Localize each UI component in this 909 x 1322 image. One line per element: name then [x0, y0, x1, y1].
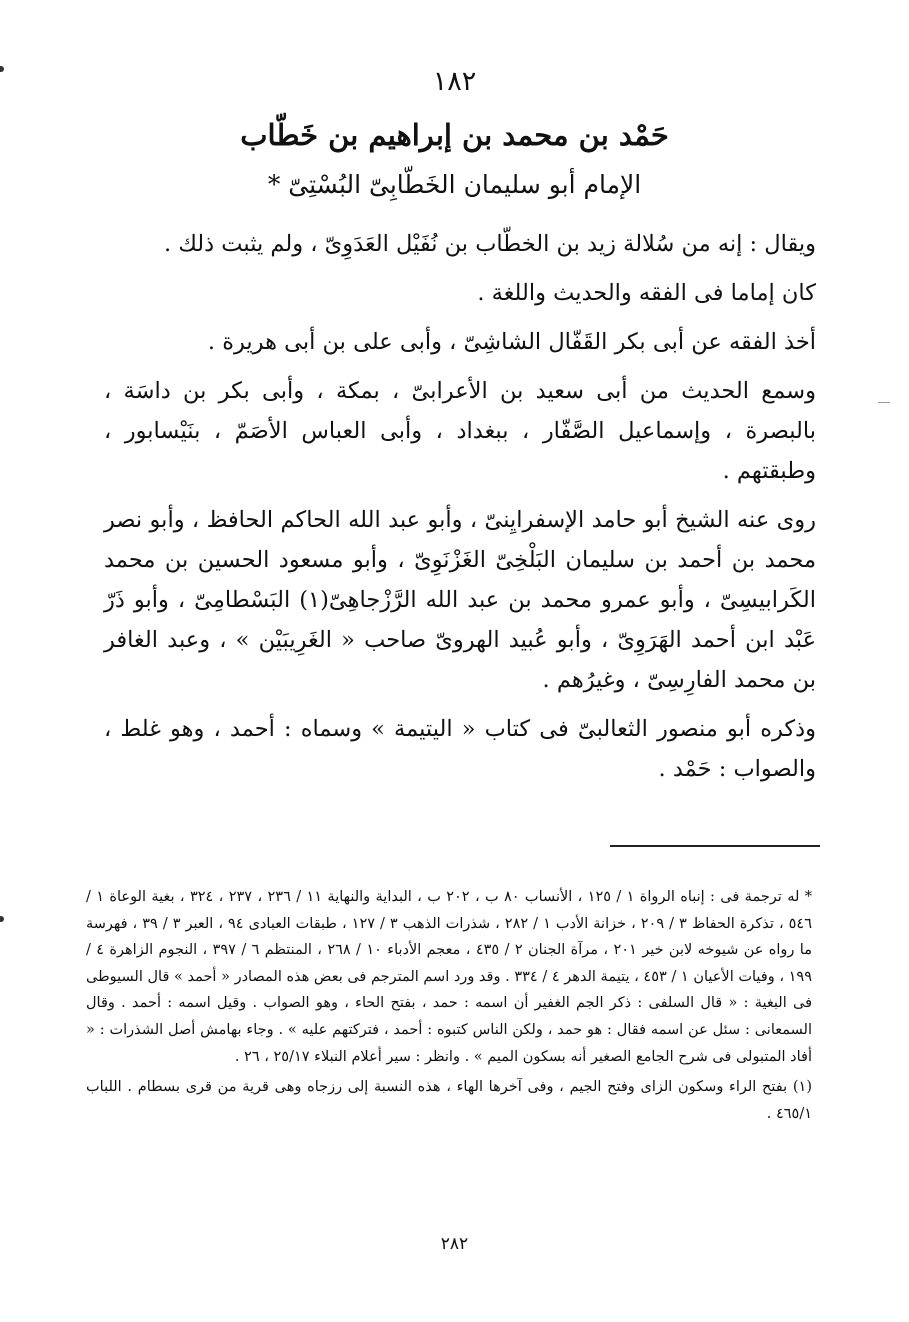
paragraph-teachers-fiqh: أخذ الفقه عن أبى بكر القَفّال الشاشِىّ ، وأبى على بن أبى هريرة . — [207, 329, 816, 355]
footnote-sources: * له ترجمة فى : إنباه الرواة ١ / ١٢٥ ، الأنساب ٨٠ ب ، ٢٠٢ ب ، البداية والنهاية ١١ / ٢٣٦ ، ٢٣٧ ، ٣٢٤ ، بغية الوعاة ١ / ٥٤٦ ، تذكرة الحفاظ ٣ / ٢٠٩ ، خزانة الأدب ١ / ٢٨٢ ، شذرات الذهب ٣ / ١٢٧ ، طبقات العبادى ٩٤ ، العبر ٣ / ٣٩ ، فهرسة ما رواه عن شيوخه لابن خير ٢٠١ ، مرآة الجنان ٢ / ٤٣٥ ، معجم الأدباء ١٠ / ٢٦٨ ، المنتظم ٦ / ٣٩٧ ، النجوم الزاهرة ٤ / ١٩٩ ، وفيات الأعيان ١ / ٤٥٣ ، يتيمة الدهر ٤ / ٣٣٤ . وقد ورد اسم المترجم فى بعض هذه المصادر « أحمد » قال السيوطى فى البغية : « قال السلفى : ذكر الجم الغفير أن اسمه : حمد ، بفتح الحاء ، وهو الصواب . وقيل اسمه : أحمد . وقال السمعانى : سئل عن اسمه فقال : هو حمد ، ولكن الناس كتبوه : أحمد ، فتركتهم عليه » . وجاء بهامش أصل الشذرات : « أفاد المتبولى فى شرح الجامع الصغير أنه بسكون الميم » . وانظر : سير أعلام النبلاء ٢٥/١٧ ، ٢٦ . — [86, 889, 813, 1065]
paragraph-name-note: وذكره أبو منصور الثعالبىّ فى كتاب « اليتيمة » وسماه : أحمد ، وهو غلط ، والصواب : حَمْد . — [104, 716, 816, 782]
paragraph-lineage: ويقال : إنه من سُلالة زيد بن الخطّاب بن نُفَيْل العَدَوِىّ ، ولم يثبت ذلك . — [164, 231, 816, 257]
left-margin-mark-middle — [0, 916, 4, 922]
right-margin-tick — [878, 402, 890, 403]
footnote-1: (١) بفتح الراء وسكون الزاى وفتح الجيم ، وفى آخرها الهاء ، هذه النسبة إلى رزجاه وهى قرية من قرى بسطام . اللباب ٤٦٥/١ . — [86, 1079, 812, 1122]
entry-subtitle: الإمام أبو سليمان الخَطّابِىّ البُسْتِىّ * — [267, 170, 642, 199]
paragraph-students: روى عنه الشيخ أبو حامد الإسفرايِنىّ ، وأبو عبد الله الحاكم الحافظ ، وأبو نصر محمد بن أحمد بن سليمان البَلْخِىّ الغَزْنَوِىّ ، وأبو مسعود الحسين بن محمد الكَرابيسِىّ ، وأبو عمرو محمد بن عبد الله الرَّزْجاهِىّ(١) البَسْطامِىّ ، وأبو ذَرّ عَبْد ابن أحمد الهَرَوِىّ ، وأبو عُبيد الهروىّ صاحب « الغَرِيبَيْن » ، وعبد الغافر بن محمد الفارِسِىّ ، وغيرُهم . — [104, 507, 816, 693]
paragraph-expertise: كان إماما فى الفقه والحديث واللغة . — [477, 280, 816, 306]
entry-title: حَمْد بن محمد بن إبراهيم بن خَطّاب — [240, 118, 669, 152]
footnotes — [86, 884, 812, 1131]
footnote-separator — [610, 845, 820, 847]
page-number: ٢٨٢ — [440, 1234, 469, 1254]
entry-number: ١٨٢ — [432, 66, 477, 97]
paragraph-hadith-teachers: وسمع الحديث من أبى سعيد بن الأعرابىّ ، بمكة ، وأبى بكر بن داسَة ، بالبصرة ، وإسماعيل الصَّفّار ، ببغداد ، وأبى العباس الأصَمّ ، بنَيْسابور ، وطبقتهم . — [104, 378, 816, 484]
biography-body — [104, 224, 816, 798]
